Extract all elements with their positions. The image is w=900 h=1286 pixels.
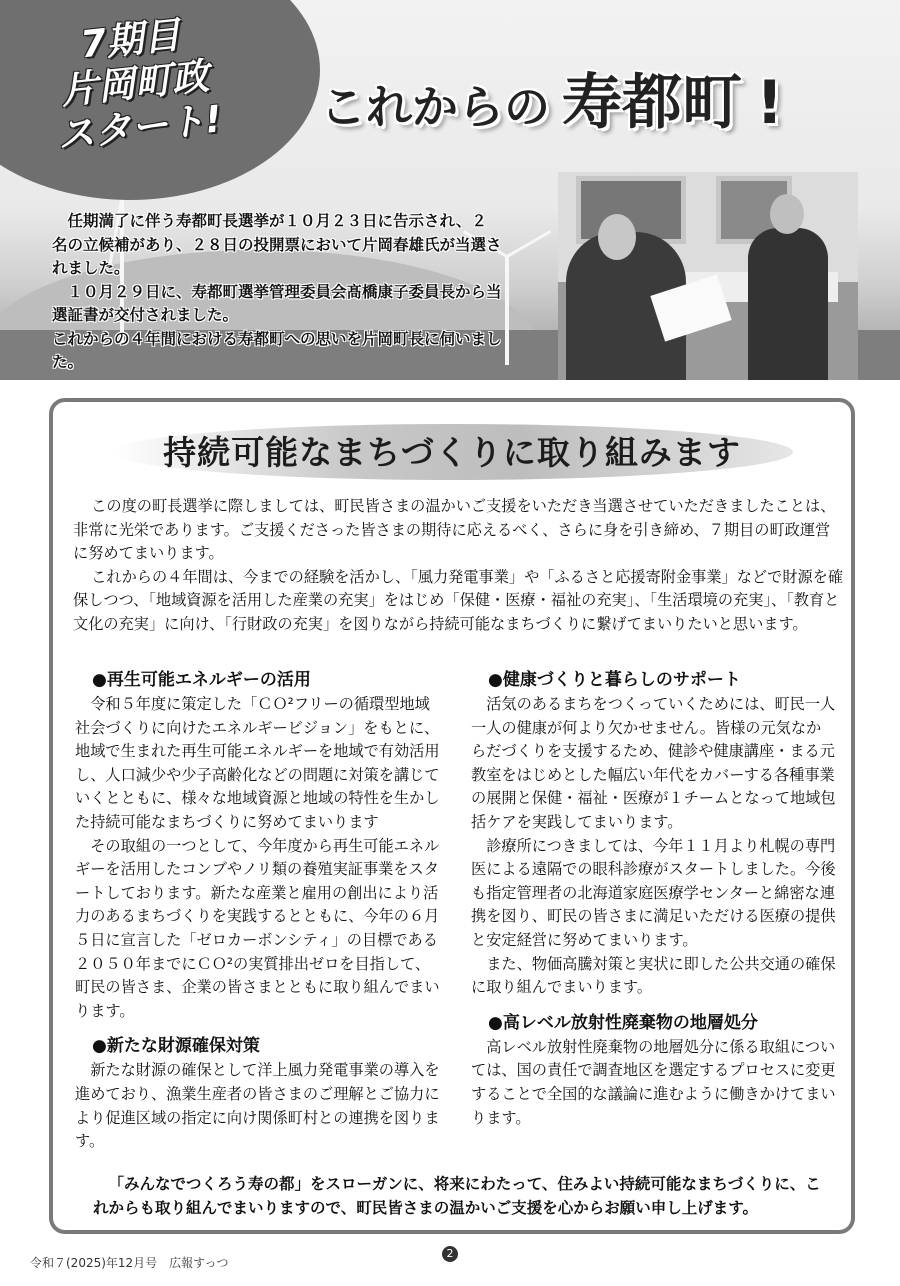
lead-text [73, 495, 843, 637]
left-column [75, 667, 440, 1154]
interview-box [49, 398, 855, 1234]
paragraph: 高レベル放射性廃棄物の地層処分に係る取組については、国の責任で調査地区を選定するプロセスに変更することで全国的な議論に進むように働きかけてまいります。 [471, 1037, 836, 1127]
paragraph: その取組の一つとして、今年度から再生可能エネルギーを活用したコンブやノリ類の養殖実証事業をスタートしております。新たな産業と雇用の創出により活力のあるまちづくりを実践するとともに、今年の６月５日に宣言した「ゼロカーボンシティ」の目標である２０５０年までにＣＯ²の実質排出ゼロを目指して、町民の皆さま、企業の皆さまとともに取り組んでまいります。 [75, 836, 440, 1020]
intro-line: これからの４年間における寿都町への思いを片岡町長に伺いました。 [52, 329, 502, 371]
lead-paragraph: これからの４年間は、今までの経験を活かし、「風力発電事業」や「ふるさと応援寄附金事業」などで財源を確保しつつ、「地域資源を活用した産業の充実」をはじめ「保健・医療・福祉の充実」、「生活環境の充実」、「教育と文化の充実」に向け、「行財政の充実」を図りながら持続可能なまちづくりに繋げてまいりたいと思います。 [73, 567, 844, 633]
lead-paragraph: この度の町長選挙に際しましては、町民皆さまの温かいご支援をいただき当選させていただきましたことは、非常に光栄であります。ご支援くださった皆さまの期待に応えるべく、さらに身を引き締め、７期目の町政運営に努めてまいります。 [73, 497, 836, 563]
page-title-exclaim: ! [756, 68, 784, 138]
paragraph: 診療所につきましては、今年１１月より札幌の専門医による遠隔での眼科診療がスタートしました。今後も指定管理者の北海道家庭医療学センターと綿密な連携を図り、町民の皆さまに満足いただける医療の提供と安定経営に努めてまいります。 [471, 836, 836, 949]
corner-title-line: 片岡町政 [59, 54, 211, 113]
subheading-radioactive-waste: ●高レベル放射性廃棄物の地層処分 [488, 1012, 758, 1033]
paragraph: 令和５年度に策定した「ＣＯ²フリーの循環型地域社会づくりに向けたエネルギービジョン」をもとに、地域で生まれた再生可能エネルギーを地域で有効活用し、人口減少や少子高齢化などの問題に対策を講じていくとともに、様々な地域資源と地域の特性を生かした持続可能なまちづくりに努めてまいります [75, 695, 440, 831]
issue-label: 令和７(2025)年12月号 広報すっつ [30, 1256, 229, 1270]
subheading-renewable-energy: ●再生可能エネルギーの活用 [92, 670, 311, 690]
paragraph: また、物価高騰対策と実状に即した公共交通の確保に取り組んでまいります。 [471, 954, 836, 997]
page-title-part: これからの [320, 80, 550, 134]
page-title-town: 寿都町 [562, 68, 742, 138]
corner-title-line: 7期目 [78, 13, 183, 67]
right-column [471, 667, 836, 1130]
header-banner [0, 0, 900, 380]
subheading-health-support: ●健康づくりと暮らしのサポート [488, 670, 741, 690]
corner-title [24, 7, 247, 160]
subheading-new-revenue: ●新たな財源確保対策 [92, 1036, 260, 1057]
paragraph: 活気のあるまちをつくっていくためには、町民一人一人の健康が何より欠かせません。皆様の元気なからだづくりを支援するため、健診や健康講座・まる元教室をはじめとした幅広い年代をカバーする各種事業の展開と保健・福祉・医療が１チームとなって地域包括ケアを実践してまいります。 [471, 695, 836, 831]
closing-message: 「みんなでつくろう寿の都」をスローガンに、将来にわたって、住みよい持続可能なまちづくりに、これからも取り組んでまいりますので、町民皆さまの温かいご支援を心からお願い申し上げます。 [93, 1175, 821, 1217]
intro-line: １０月２９日に、寿都町選挙管理委員会髙橋康子委員長から当選証書が交付されました。 [52, 282, 502, 324]
intro-text [52, 210, 502, 375]
paragraph: 新たな財源の確保として洋上風力発電事業の導入を進めており、漁業生産者の皆さまのご理解とご協力により促進区域の指定に向け関係町村との連携を図ります。 [75, 1061, 440, 1151]
corner-title-line: スタート! [55, 97, 224, 158]
page-number: 2 [442, 1246, 458, 1262]
certificate-photo [558, 172, 858, 380]
intro-line: 任期満了に伴う寿都町長選挙が１０月２３日に告示され、２名の立候補があり、２８日の投開票において片岡春雄氏が当選されました。 [52, 212, 502, 277]
section-heading: 持続可能なまちづくりに取り組みます [163, 433, 741, 472]
page-title [320, 55, 900, 141]
